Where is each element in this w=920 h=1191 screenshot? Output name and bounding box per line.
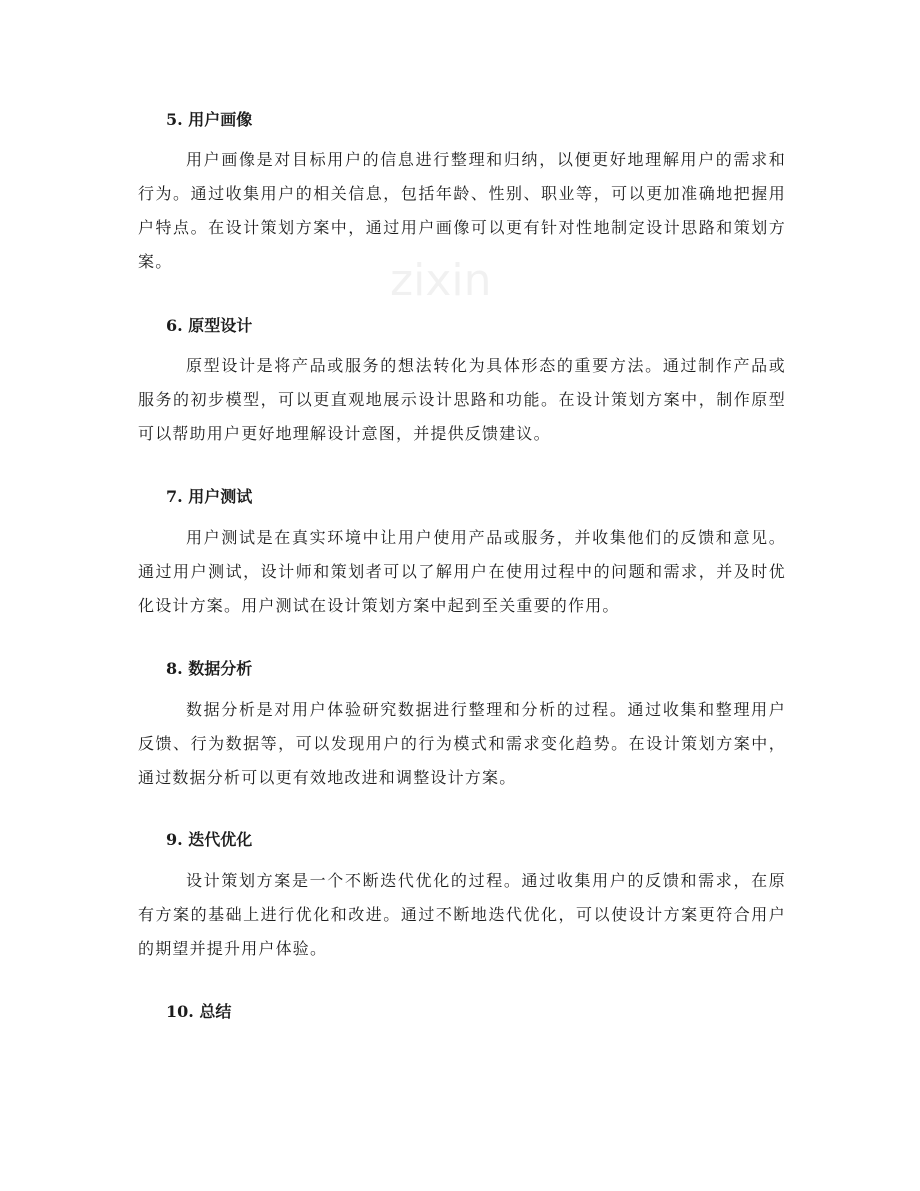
- section-heading-6: 6. 原型设计: [166, 316, 253, 335]
- section-heading-7: 7. 用户测试: [166, 487, 253, 506]
- section-paragraph-9: 设计策划方案是一个不断迭代优化的过程。通过收集用户的反馈和需求，在原有方案的基础上进行优化和改进。通过不断地迭代优化，可以使设计方案更符合用户的期望并提升用户体验。: [138, 871, 786, 958]
- section-heading-8: 8. 数据分析: [166, 659, 253, 678]
- section-heading-9: 9. 迭代优化: [166, 830, 253, 849]
- section-paragraph-5: 用户画像是对目标用户的信息进行整理和归纳，以便更好地理解用户的需求和行为。通过收集用户的相关信息，包括年龄、性别、职业等，可以更加准确地把握用户特点。在设计策划方案中，通过用户画像可以更有针对性地制定设计思路和策划方案。: [138, 150, 786, 271]
- section-heading-10: 10. 总结: [166, 1002, 232, 1021]
- section-paragraph-7: 用户测试是在真实环境中让用户使用产品或服务，并收集他们的反馈和意见。通过用户测试，设计师和策划者可以了解用户在使用过程中的问题和需求，并及时优化设计方案。用户测试在设计策划方案中起到至关重要的作用。: [138, 528, 786, 615]
- section-heading-5: 5. 用户画像: [166, 110, 253, 129]
- svg-text:zixin: zixin: [390, 255, 492, 306]
- section-paragraph-6: 原型设计是将产品或服务的想法转化为具体形态的重要方法。通过制作产品或服务的初步模型，可以更直观地展示设计思路和功能。在设计策划方案中，制作原型可以帮助用户更好地理解设计意图，并提供反馈建议。: [138, 356, 786, 443]
- section-paragraph-8: 数据分析是对用户体验研究数据进行整理和分析的过程。通过收集和整理用户反馈、行为数据等，可以发现用户的行为模式和需求变化趋势。在设计策划方案中，通过数据分析可以更有效地改进和调整设计方案。: [138, 700, 786, 787]
